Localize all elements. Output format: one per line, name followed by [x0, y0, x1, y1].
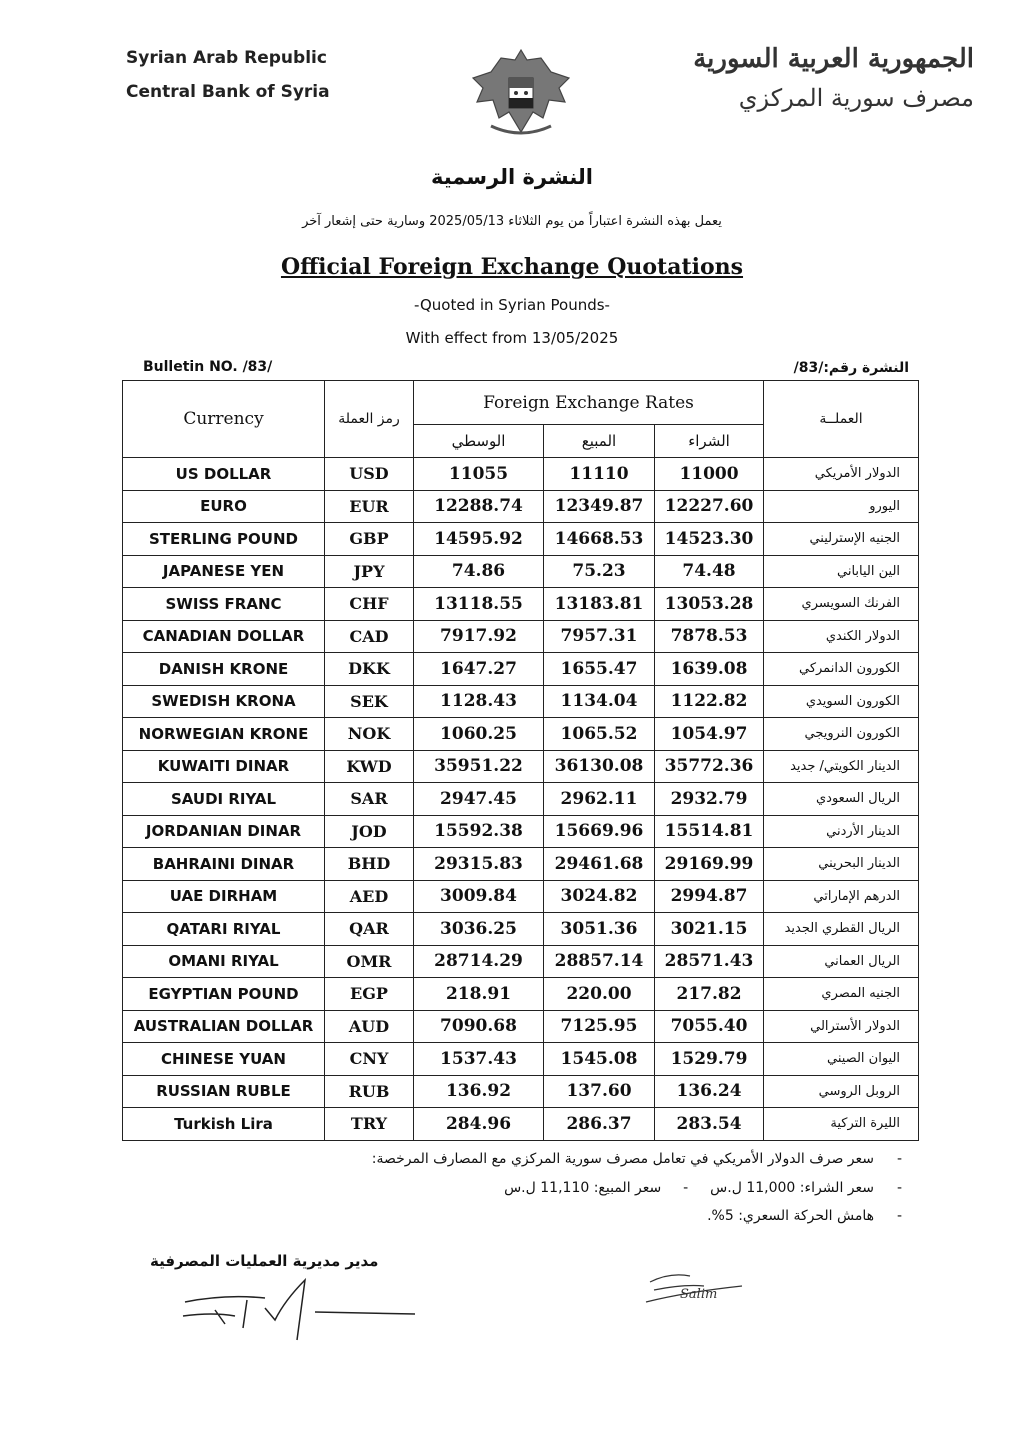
header-mid: الوسطي	[414, 425, 544, 458]
currency-name-ar: الدينار الكويتي/ جديد	[764, 750, 919, 783]
currency-code: EUR	[325, 490, 414, 523]
effective-date-en: With effect from 13/05/2025	[405, 329, 619, 347]
currency-code: CHF	[325, 588, 414, 621]
rate-buy: 15514.81	[655, 815, 764, 848]
header-rates: Foreign Exchange Rates	[414, 381, 764, 425]
currency-name: RUSSIAN RUBLE	[123, 1075, 325, 1108]
table-row	[123, 458, 919, 491]
rate-buy: 28571.43	[655, 945, 764, 978]
currency-name-ar: الدرهم الإماراتي	[764, 880, 919, 913]
currency-code: BHD	[325, 848, 414, 881]
currency-name: AUSTRALIAN DOLLAR	[123, 1010, 325, 1043]
country-name-ar: الجمهورية العربية السورية	[693, 44, 974, 74]
rate-mid: 1128.43	[414, 685, 544, 718]
currency-code: CAD	[325, 620, 414, 653]
rate-buy: 1529.79	[655, 1043, 764, 1076]
bulletin-number-ar: النشرة رقم:/83/	[793, 360, 909, 376]
rate-sell: 14668.53	[544, 523, 655, 556]
rate-sell: 7957.31	[544, 620, 655, 653]
currency-name: QATARI RIYAL	[123, 913, 325, 946]
note-usd-rate: - سعر صرف الدولار الأمريكي في تعامل مصرف سورية المركزي مع المصارف المرخصة:	[371, 1151, 902, 1167]
currency-name: STERLING POUND	[123, 523, 325, 556]
rate-mid: 218.91	[414, 978, 544, 1011]
rate-buy: 12227.60	[655, 490, 764, 523]
currency-name: NORWEGIAN KRONE	[123, 718, 325, 751]
currency-name-ar: الكورون النرويجي	[764, 718, 919, 751]
rate-buy: 217.82	[655, 978, 764, 1011]
rate-mid: 136.92	[414, 1075, 544, 1108]
table-row	[123, 750, 919, 783]
rate-mid: 3036.25	[414, 913, 544, 946]
rate-buy: 1122.82	[655, 685, 764, 718]
rate-mid: 28714.29	[414, 945, 544, 978]
rate-mid: 29315.83	[414, 848, 544, 881]
currency-name-ar: الريال العماني	[764, 945, 919, 978]
rate-buy: 14523.30	[655, 523, 764, 556]
table-row	[123, 1043, 919, 1076]
header-currency: Currency	[123, 381, 325, 458]
currency-code: CNY	[325, 1043, 414, 1076]
currency-name: SAUDI RIYAL	[123, 783, 325, 816]
rate-sell: 3024.82	[544, 880, 655, 913]
table-row	[123, 1075, 919, 1108]
table-row	[123, 653, 919, 686]
currency-name: JAPANESE YEN	[123, 555, 325, 588]
currency-name: KUWAITI DINAR	[123, 750, 325, 783]
currency-code: DKK	[325, 653, 414, 686]
currency-name-ar: الريال السعودي	[764, 783, 919, 816]
currency-name: SWISS FRANC	[123, 588, 325, 621]
rate-buy: 1054.97	[655, 718, 764, 751]
header-code: رمز العملة	[325, 381, 414, 458]
rate-sell: 1655.47	[544, 653, 655, 686]
currency-name: UAE DIRHAM	[123, 880, 325, 913]
rate-buy: 7055.40	[655, 1010, 764, 1043]
rate-buy: 3021.15	[655, 913, 764, 946]
rate-mid: 14595.92	[414, 523, 544, 556]
rate-buy: 11000	[655, 458, 764, 491]
header-currency-ar: العملــة	[764, 381, 919, 458]
bulletin-title-ar: النشرة الرسمية	[431, 165, 593, 189]
rate-mid: 15592.38	[414, 815, 544, 848]
initials-signature	[640, 1262, 750, 1312]
rate-sell: 11110	[544, 458, 655, 491]
currency-name-ar: الدولار الكندي	[764, 620, 919, 653]
currency-name: CANADIAN DOLLAR	[123, 620, 325, 653]
rate-buy: 136.24	[655, 1075, 764, 1108]
currency-code: TRY	[325, 1108, 414, 1141]
rate-sell: 13183.81	[544, 588, 655, 621]
rate-mid: 12288.74	[414, 490, 544, 523]
rate-mid: 284.96	[414, 1108, 544, 1141]
currency-name-ar: اليوان الصيني	[764, 1043, 919, 1076]
table-row	[123, 1010, 919, 1043]
currency-name: US DOLLAR	[123, 458, 325, 491]
rate-mid: 35951.22	[414, 750, 544, 783]
bank-name-ar: مصرف سورية المركزي	[738, 84, 974, 112]
currency-name-ar: الدينار البحريني	[764, 848, 919, 881]
table-row	[123, 718, 919, 751]
header-sell: المبيع	[544, 425, 655, 458]
table-row	[123, 490, 919, 523]
rate-buy: 13053.28	[655, 588, 764, 621]
rate-sell: 15669.96	[544, 815, 655, 848]
currency-name: OMANI RIYAL	[123, 945, 325, 978]
rate-sell: 7125.95	[544, 1010, 655, 1043]
rate-sell: 220.00	[544, 978, 655, 1011]
currency-name: Turkish Lira	[123, 1108, 325, 1141]
currency-name-ar: الريال القطري الجديد	[764, 913, 919, 946]
rate-sell: 1545.08	[544, 1043, 655, 1076]
table-row	[123, 620, 919, 653]
rate-mid: 1647.27	[414, 653, 544, 686]
rate-buy: 1639.08	[655, 653, 764, 686]
currency-code: QAR	[325, 913, 414, 946]
effective-date-ar: يعمل بهذه النشرة اعتباراً من يوم الثلاثاء 2025/05/13 وسارية حتى إشعار آخر	[302, 214, 722, 229]
rate-buy: 2994.87	[655, 880, 764, 913]
rate-sell: 2962.11	[544, 783, 655, 816]
rate-buy: 29169.99	[655, 848, 764, 881]
currency-code: GBP	[325, 523, 414, 556]
currency-name-ar: الدولار الأمريكي	[764, 458, 919, 491]
currency-name-ar: الفرنك السويسري	[764, 588, 919, 621]
currency-code: AED	[325, 880, 414, 913]
rate-buy: 283.54	[655, 1108, 764, 1141]
currency-name-ar: الكورون الدانمركي	[764, 653, 919, 686]
country-name-en: Syrian Arab Republic	[126, 48, 327, 68]
rate-sell: 36130.08	[544, 750, 655, 783]
currency-name: DANISH KRONE	[123, 653, 325, 686]
quoted-currency-note: -Quoted in Syrian Pounds-	[414, 296, 610, 314]
currency-code: USD	[325, 458, 414, 491]
currency-name-ar: الدولار الأسترالي	[764, 1010, 919, 1043]
currency-code: AUD	[325, 1010, 414, 1043]
rate-sell: 12349.87	[544, 490, 655, 523]
header-buy: الشراء	[655, 425, 764, 458]
rate-mid: 13118.55	[414, 588, 544, 621]
bank-name-en: Central Bank of Syria	[126, 82, 330, 102]
currency-code: OMR	[325, 945, 414, 978]
table-row	[123, 913, 919, 946]
table-row	[123, 1108, 919, 1141]
rate-buy: 74.48	[655, 555, 764, 588]
table-row	[123, 945, 919, 978]
currency-code: EGP	[325, 978, 414, 1011]
currency-name: BAHRAINI DINAR	[123, 848, 325, 881]
rate-buy: 7878.53	[655, 620, 764, 653]
rate-sell: 28857.14	[544, 945, 655, 978]
director-title: مدير مديرية العمليات المصرفية	[150, 1252, 379, 1270]
currency-name: SWEDISH KRONA	[123, 685, 325, 718]
table-row	[123, 815, 919, 848]
exchange-rates-table	[122, 380, 919, 1141]
rate-buy: 35772.36	[655, 750, 764, 783]
table-row	[123, 978, 919, 1011]
rate-sell: 286.37	[544, 1108, 655, 1141]
rate-mid: 3009.84	[414, 880, 544, 913]
table-row	[123, 685, 919, 718]
initials-signature-text: Salim	[680, 1287, 718, 1302]
currency-name: EURO	[123, 490, 325, 523]
table-row	[123, 523, 919, 556]
currency-code: JOD	[325, 815, 414, 848]
eagle-emblem-icon	[467, 44, 575, 140]
currency-name-ar: الليرة التركية	[764, 1108, 919, 1141]
rate-sell: 1134.04	[544, 685, 655, 718]
table-row	[123, 783, 919, 816]
currency-name: JORDANIAN DINAR	[123, 815, 325, 848]
currency-name-ar: الجنيه المصري	[764, 978, 919, 1011]
currency-name-ar: الين الياباني	[764, 555, 919, 588]
rate-sell: 3051.36	[544, 913, 655, 946]
rate-sell: 75.23	[544, 555, 655, 588]
page-title: Official Foreign Exchange Quotations	[280, 254, 744, 280]
rate-mid: 74.86	[414, 555, 544, 588]
rate-mid: 1537.43	[414, 1043, 544, 1076]
rate-mid: 11055	[414, 458, 544, 491]
table-row	[123, 848, 919, 881]
currency-name: CHINESE YUAN	[123, 1043, 325, 1076]
director-signature	[165, 1278, 425, 1348]
bulletin-number-en: Bulletin NO. /83/	[143, 359, 273, 375]
rate-sell: 137.60	[544, 1075, 655, 1108]
rate-sell: 29461.68	[544, 848, 655, 881]
currency-code: JPY	[325, 555, 414, 588]
currency-name-ar: الكورون السويدي	[764, 685, 919, 718]
currency-name-ar: الجنيه الإسترليني	[764, 523, 919, 556]
currency-code: NOK	[325, 718, 414, 751]
currency-code: RUB	[325, 1075, 414, 1108]
currency-code: KWD	[325, 750, 414, 783]
rate-mid: 2947.45	[414, 783, 544, 816]
note-sell: سعر المبيع: 11,110 ل.س	[504, 1180, 662, 1196]
rate-mid: 1060.25	[414, 718, 544, 751]
currency-code: SAR	[325, 783, 414, 816]
currency-name-ar: الروبل الروسي	[764, 1075, 919, 1108]
table-row	[123, 588, 919, 621]
table-row	[123, 555, 919, 588]
rate-buy: 2932.79	[655, 783, 764, 816]
rate-mid: 7917.92	[414, 620, 544, 653]
table-row	[123, 880, 919, 913]
currency-code: SEK	[325, 685, 414, 718]
currency-name-ar: اليورو	[764, 490, 919, 523]
currency-name: EGYPTIAN POUND	[123, 978, 325, 1011]
note-margin: - هامش الحركة السعري: 5%.	[707, 1208, 902, 1224]
currency-name-ar: الدينار الأردني	[764, 815, 919, 848]
rate-sell: 1065.52	[544, 718, 655, 751]
note-buy: سعر الشراء: 11,000 ل.س	[710, 1180, 874, 1196]
note-buy-sell: - سعر الشراء: 11,000 ل.س - سعر المبيع: 11,110 ل.س	[504, 1180, 902, 1196]
rate-mid: 7090.68	[414, 1010, 544, 1043]
